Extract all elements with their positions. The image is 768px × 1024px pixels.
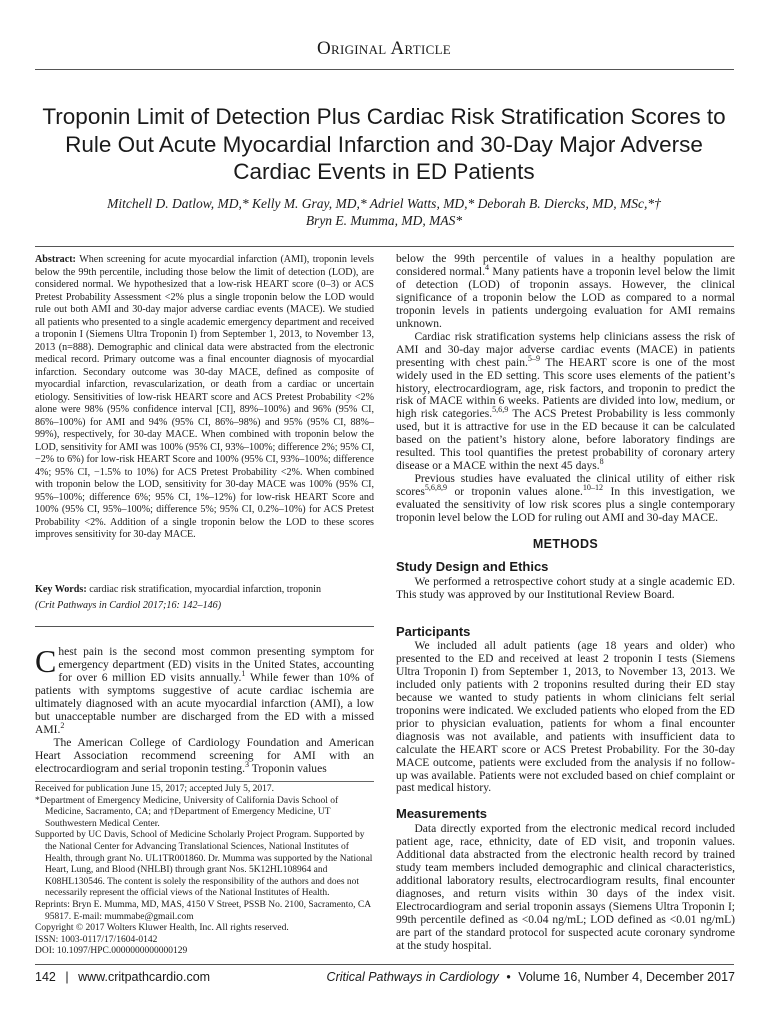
right-p3-text-b: or troponin values alone.: [447, 486, 583, 499]
footnotes: [35, 784, 374, 958]
section-label: Original Article: [316, 38, 452, 59]
participants-text: We included all adult patients (age 18 years and older) who presented to the ED and received at least 2 troponin I tests (Siemens Ultra Troponin I) from September 1, 2013, to November 13, 2013. We included only patients with 2 troponins resulted during their ED stay because we wanted to study patients in whom clinicians felt serial troponins were indicated. We excluded patients who eloped from the ED prior to physician evaluation, patients for whom a final encounter diagnosis was not available, and patients with insufficient data to calculate the HEART score or ACS Pretest Probability. For the 30-day MACE outcome, patients were excluded from the analysis if no follow-up was available. Patients were not excluded based on chief complaint or past medical history.: [396, 640, 735, 795]
journal-website-link[interactable]: www.critpathcardio.com: [78, 970, 211, 984]
footnote-support: Supported by UC Davis, School of Medicine Scholarly Project Program. Supported by the National Center for Advancing Translational Sciences, National Institutes of Health, through grant No. UL1TR001860. Dr. Mumma was supported by the National Heart, Lung, and Blood (NHLBI) through grant Nos. 5K12HL108964 and K08HL130546. The content is solely the responsibility of the authors and does not necessarily represent the official views of the National Institutes of Health.: [35, 830, 373, 899]
footer-bullet: •: [506, 970, 511, 984]
footnote-rule: [35, 781, 374, 782]
ref-4[interactable]: 4: [485, 263, 490, 273]
ref-5-9[interactable]: 5–9: [527, 353, 541, 363]
authors-line-2: Bryn E. Mumma, MD, MAS*: [305, 213, 463, 228]
ref-3[interactable]: 3: [245, 759, 250, 769]
footnote-doi: DOI: 10.1097/HPC.0000000000000129: [35, 946, 188, 957]
study-design-heading: Study Design and Ethics: [396, 559, 549, 574]
right-p3-text-c: In this investigation, we evaluated the sensitivity of low risk scores plus a single contemporary troponin level below the LOD for ruling out AMI and 30-day MACE.: [396, 486, 735, 525]
drop-cap: C: [35, 643, 57, 679]
keywords-label: Key Words:: [35, 584, 87, 595]
intro-p2-text-b: Troponin values: [249, 762, 327, 775]
citation: (Crit Pathways in Cardiol 2017;16: 142–146): [35, 600, 222, 611]
participants-heading: Participants: [396, 624, 471, 639]
abstract-text: When screening for acute myocardial infarction (AMI), troponin levels below the 99th percentile, including those below the limit of detection (LOD), are considered normal. We hypothesized that a low-risk HEART score (0–3) or ACS Pretest Probability Assessment <2% plus a single troponin below the LOD would rule out both AMI and 30-day major adverse cardiac events (MACE). We studied all patients who presented to a single academic emergency department and received a troponin I (Siemens Ultra Troponin I) from September 1, 2013, to November 13, 2013 (n=888). Demographic and clinical data were abstracted from the electronic medical record. Primary outcome was a final encounter diagnosis of myocardial infarction. Secondary outcome was 30-day MACE, defined as composite of myocardial infarction, revascularization, or death from a cardiac or uncertain etiology. Sensitivities of low-risk HEART score and ACS Pretest Probability <2% alone were 98% (95% confidence interval [CI], 89%–100%) and 96% (95% CI, 86%–100%) for AMI and 94% (95% CI, 86%–98%) and 95% (95% CI, 88%–99%), respectively, for 30-day MACE. When combined with troponin below the LOD, sensitivity for AMI was 100% (95% CI, 93%–100%; difference 2%; 95% CI, −2% to 6%) for low-risk HEART Score and 100% (95% CI, 93%–100%; difference 4%; 95% CI, −1.5% to 10%) for ACS Pretest Probability <2%. When combined with troponin below the LOD, sensitivity for 30-day MACE was 100% (95% CI, 95%–100%; difference 6%; 95% CI, 1%–12%) for low-risk HEART Score and 100% (95% CI, 95%–100%; difference 5%; 95% CI, 0.2%–10%) for ACS Pretest Probability <2%. Addition of a single troponin below the LOD to these scores improves sensitivity for 30-day MACE.: [35, 254, 374, 540]
right-p1-text-b: Many patients have a troponin level below the limit of detection (LOD) of troponin assays. However, the clinical significance of a troponin below the LOD as compared to a normal troponin levels in patients undergoing evaluation for AMI remains unknown.: [396, 265, 735, 330]
author-list: [40, 195, 728, 229]
right-paragraph-1: [396, 253, 735, 331]
footnote-reprints: Reprints: Bryn E. Mumma, MD, MAS, 4150 V Street, PSSB No. 2100, Sacramento, CA 95817. E-mail: mummabe@gmail.com: [35, 899, 371, 922]
study-design-text: We performed a retrospective cohort study at a single academic ED. This study was approved by our Institutional Review Board.: [396, 576, 735, 601]
footnote-affiliations: *Department of Emergency Medicine, University of California Davis School of Medicine, Sacramento, CA; and †Department of Emergency Medicine, UT Southwestern Medical Center.: [35, 795, 339, 829]
footer-rule: [35, 964, 734, 965]
right-paragraph-2: [396, 331, 735, 473]
right-p1-text-a: below the 99th percentile of values in a healthy population are considered normal.: [396, 253, 735, 278]
ref-5-6-8-9[interactable]: 5,6,8,9: [424, 483, 448, 493]
intro-p2-text-a: The American College of Cardiology Foundation and American Heart Association recommend screening for AMI with an electrocardiogram and serial troponin testing.: [35, 736, 374, 775]
right-p2-text-a: Cardiac risk stratification systems help clinicians assess the risk of AMI and 30-day major adverse cardiac events (MACE) in patients presenting with chest pain.: [396, 330, 735, 369]
issue-info: Volume 16, Number 4, December 2017: [518, 970, 735, 984]
introduction: [35, 643, 374, 776]
footer-separator: |: [65, 970, 69, 984]
ref-5-6-9[interactable]: 5,6,9: [492, 405, 509, 415]
footnote-issn: ISSN: 1003-0117/17/1604-0142: [35, 934, 158, 945]
right-paragraph-3: [396, 473, 735, 525]
right-p2-text-c: The ACS Pretest Probability is less commonly used, but it is attractive for use in the ED because it can be calculated based on the patient’s history alone, before laboratory findings are resulted. This tool quantifies the pretest probability of coronary artery disease or a MACE within the next 45 days.: [396, 408, 736, 473]
abstract-rule: [35, 626, 374, 627]
page-footer-left: [35, 970, 210, 984]
ref-2[interactable]: 2: [60, 720, 65, 730]
ref-8[interactable]: 8: [599, 457, 604, 467]
ref-10-12[interactable]: 10–12: [582, 483, 604, 493]
keywords-text: cardiac risk stratification, myocardial infarction, troponin: [89, 584, 322, 595]
article-title: Troponin Limit of Detection Plus Cardiac Risk Stratification Scores to Rule Out Acute Myocardial Infarction and 30-Day Major Adverse Cardiac Events in ED Patients: [42, 104, 726, 184]
intro-p1-text-b: While fewer than 10% of patients with symptoms suggestive of acute cardiac ischemia are ultimately diagnosed with an acute myocardial infarction (AMI), a low but unacceptable number are discharged from the ED with a missed AMI.: [35, 671, 374, 736]
keywords: [35, 584, 374, 597]
measurements-text: Data directly exported from the electronic medical record included patient age, race, ethnicity, date of ED visit, and troponin values. Additional data abstracted from the electronic health record by trained study team members included demographic and clinical characteristics, additional laboratory results, electrocardiogram results, final encounter diagnoses, and return visits within 30 days of the index visit. Electrocardiogram and serial troponin assays (Siemens Ultra Troponin I; 99th percentile defined as <0.04 ng/mL; LOD defined as <0.01 ng/mL) are part of the standard protocol for suspected acute coronary syndrome at the study hospital.: [396, 823, 735, 952]
methods-heading: METHODS: [532, 537, 599, 551]
measurements-heading: Measurements: [396, 806, 488, 821]
right-p3-text-a: Previous studies have evaluated the clinical utility of either risk scores: [396, 473, 735, 499]
header-rule: [35, 69, 734, 70]
right-p2-text-b: The HEART score is one of the most widely used in the ED setting. This score uses elements of the patient’s history, electrocardiogram, age, risk factors, and troponin to predict the risk of MACE within 6 weeks. Patients are divided into low, medium, or high risk categories.: [396, 356, 736, 421]
footnote-received: Received for publication June 15, 2017; accepted July 5, 2017.: [35, 784, 275, 794]
intro-paragraph-1: [35, 643, 374, 737]
intro-continued: [396, 253, 735, 525]
journal-name: Critical Pathways in Cardiology: [326, 970, 499, 984]
intro-paragraph-2: [35, 737, 374, 776]
intro-p1-text-a: hest pain is the second most common presenting symptom for emergency department (ED) visits in the United States, accounting for over 6 million ED visits annually.: [58, 646, 374, 684]
footnote-copyright: Copyright © 2017 Wolters Kluwer Health, Inc. All rights reserved.: [35, 923, 289, 934]
abstract: [35, 254, 374, 542]
abstract-label: Abstract:: [35, 254, 76, 265]
ref-1[interactable]: 1: [241, 669, 246, 679]
authors-rule: [35, 246, 734, 247]
page-number: 142: [35, 970, 56, 984]
authors-line-1: Mitchell D. Datlow, MD,* Kelly M. Gray, MD,* Adriel Watts, MD,* Deborah B. Diercks, MD, MSc,*†: [107, 196, 661, 211]
page-footer-right: [327, 970, 735, 984]
